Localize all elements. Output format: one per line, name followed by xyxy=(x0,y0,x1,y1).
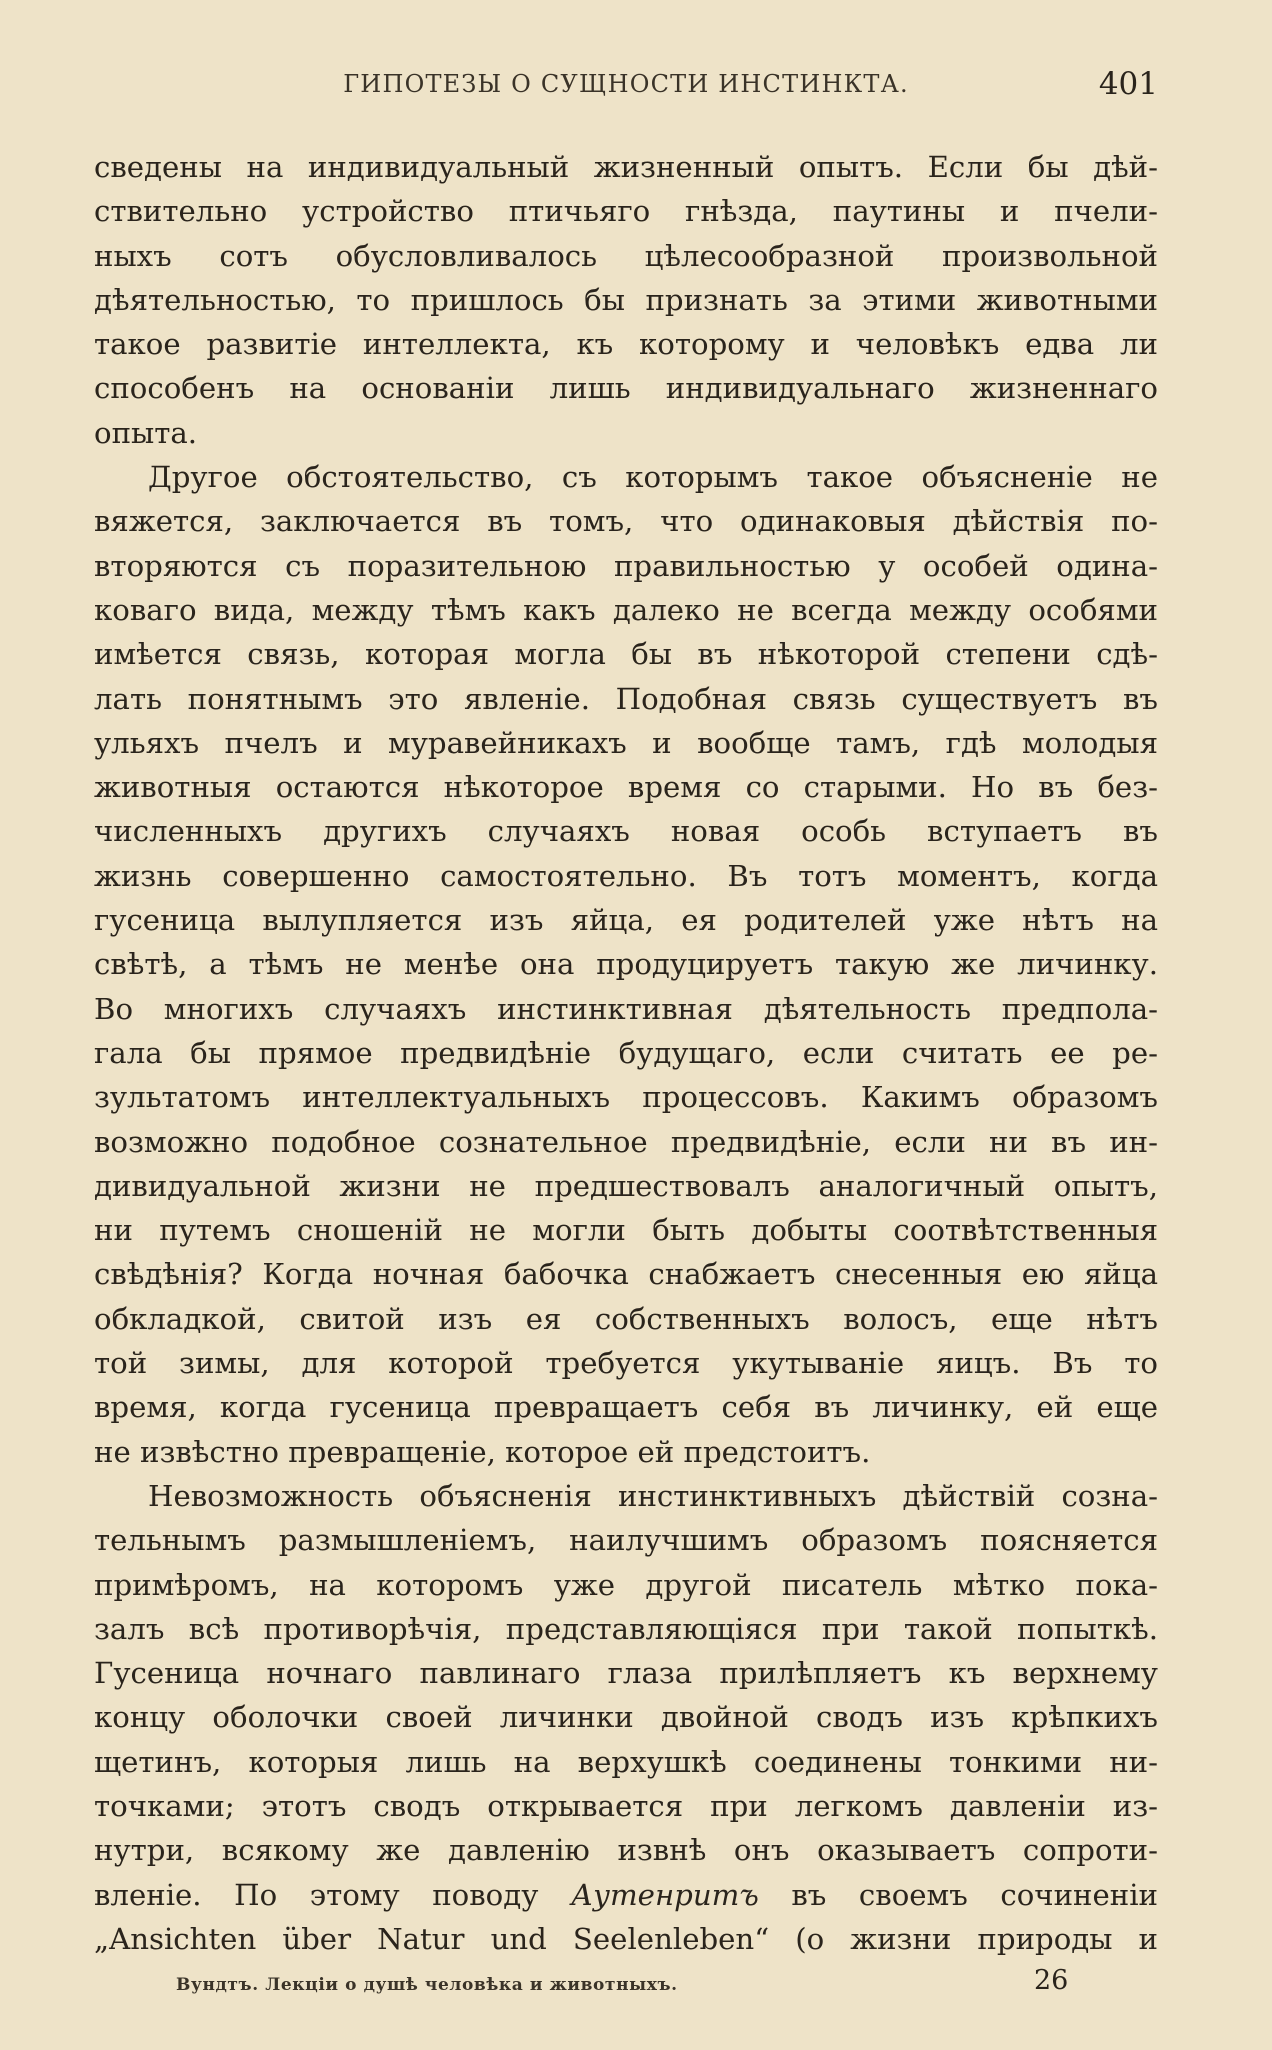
text-line: Другое обстоятельство, съ которымъ такое объясненіе не xyxy=(148,460,1158,495)
text-line: точками; этотъ сводъ открывается при легкомъ давленіи из- xyxy=(94,1788,1158,1823)
text-line: щетинъ, которыя лишь на верхушкѣ соединены тонкими ни- xyxy=(94,1744,1158,1779)
text-line: залъ всѣ противорѣчія, представляющіяся при такой попыткѣ. xyxy=(94,1611,1158,1646)
text-line: лать понятнымъ это явленіе. Подобная связь существуетъ въ xyxy=(94,681,1158,716)
text-line: способенъ на основаніи лишь индивидуальнаго жизненнаго xyxy=(94,371,1158,406)
page-footer xyxy=(176,1965,1076,2005)
text-line: Во многихъ случаяхъ инстинктивная дѣятельность предпола- xyxy=(94,991,1158,1026)
paragraphs-container xyxy=(94,145,1158,1873)
text-line: вторяются съ поразительною правильностью у особей одина- xyxy=(94,548,1158,583)
text-line: свѣдѣнія? Когда ночная бабочка снабжаетъ снесенныя ею яйца xyxy=(94,1257,1158,1292)
text-line: сведены на индивидуальный жизненный опытъ. Если бы дѣй- xyxy=(94,150,1158,184)
page-number: 401 xyxy=(1098,66,1158,102)
running-head xyxy=(94,66,1158,110)
text-line: ствительно устройство птичьяго гнѣзда, паутины и пчели- xyxy=(94,194,1158,229)
text-line: гусеница вылупляется изъ яйца, ея родителей уже нѣтъ на xyxy=(94,903,1158,938)
body-text xyxy=(94,145,1158,1956)
text-line: ни путемъ сношеній не могли быть добыты соотвѣтственныя xyxy=(94,1213,1158,1248)
text-line: зультатомъ интеллектуальныхъ процессовъ. Какимъ образомъ xyxy=(94,1080,1158,1115)
text-line: не извѣстно превращеніе, которое ей предстоитъ. xyxy=(94,1434,871,1469)
text-segment: вленіе. По этому поводу xyxy=(94,1877,571,1912)
text-line: численныхъ другихъ случаяхъ новая особь вступаетъ въ xyxy=(94,814,1158,849)
text-line: Гусеница ночнаго павлинаго глаза прилѣпляетъ къ верхнему xyxy=(94,1656,1158,1691)
text-line: время, когда гусеница превращаетъ себя въ личинку, ей еще xyxy=(94,1390,1158,1425)
text-line: опыта. xyxy=(94,415,198,450)
text-line: животныя остаются нѣкоторое время со старыми. Но въ без- xyxy=(94,770,1158,805)
text-line: ныхъ сотъ обусловливалось цѣлесообразной произвольной xyxy=(94,238,1158,273)
text-line: тельнымъ размышленіемъ, наилучшимъ образомъ поясняется xyxy=(94,1523,1158,1558)
text-line: Невозможность объясненія инстинктивныхъ дѣйствій созна- xyxy=(148,1478,1158,1513)
signature-number: 26 xyxy=(1034,1965,1069,1996)
footer-text: Вундтъ. Лекціи о душѣ человѣка и животныхъ. xyxy=(176,1975,678,1995)
text-line: дѣятельностью, то пришлось бы признать за этими животными xyxy=(94,282,1158,317)
text-line: ульяхъ пчелъ и муравейникахъ и вообще тамъ, гдѣ молодыя xyxy=(94,725,1158,760)
text-line-author xyxy=(94,1873,1158,1917)
text-line: свѣтѣ, а тѣмъ не менѣе она продуцируетъ такую же личинку. xyxy=(94,947,1158,982)
text-line: имѣется связь, которая могла бы въ нѣкоторой степени сдѣ- xyxy=(94,637,1158,672)
text-line: обкладкой, свитой изъ ея собственныхъ волосъ, еще нѣтъ xyxy=(94,1301,1158,1336)
text-line-final: „Ansichten über Natur und Seelenleben“ (о жизни природы и xyxy=(94,1921,1158,1956)
text-line: примѣромъ, на которомъ уже другой писатель мѣтко пока- xyxy=(94,1567,1158,1602)
text-line: возможно подобное сознательное предвидѣніе, если ни въ ин- xyxy=(94,1124,1158,1159)
text-segment: въ своемъ сочиненіи xyxy=(758,1877,1158,1912)
text-line: такое развитіе интеллекта, къ которому и человѣкъ едва ли xyxy=(94,327,1158,362)
text-line: дивидуальной жизни не предшествовалъ аналогичный опытъ, xyxy=(94,1168,1158,1203)
text-line: коваго вида, между тѣмъ какъ далеко не всегда между особями xyxy=(94,592,1158,627)
text-line: той зимы, для которой требуется укутываніе яицъ. Въ то xyxy=(94,1346,1158,1381)
author-name: Аутенритъ xyxy=(570,1877,759,1912)
text-line: концу оболочки своей личинки двойной сводъ изъ крѣпкихъ xyxy=(94,1700,1158,1735)
text-line: жизнь совершенно самостоятельно. Въ тотъ моментъ, когда xyxy=(94,858,1158,893)
text-line: нутри, всякому же давленію извнѣ онъ оказываетъ сопроти- xyxy=(94,1833,1158,1868)
text-line: вяжется, заключается въ томъ, что одинаковыя дѣйствія по- xyxy=(94,504,1158,539)
running-title: ГИПОТЕЗЫ О СУЩНОСТИ ИНСТИНКТА. xyxy=(343,70,909,98)
text-line: гала бы прямое предвидѣніе будущаго, если считать ее ре- xyxy=(94,1035,1158,1070)
